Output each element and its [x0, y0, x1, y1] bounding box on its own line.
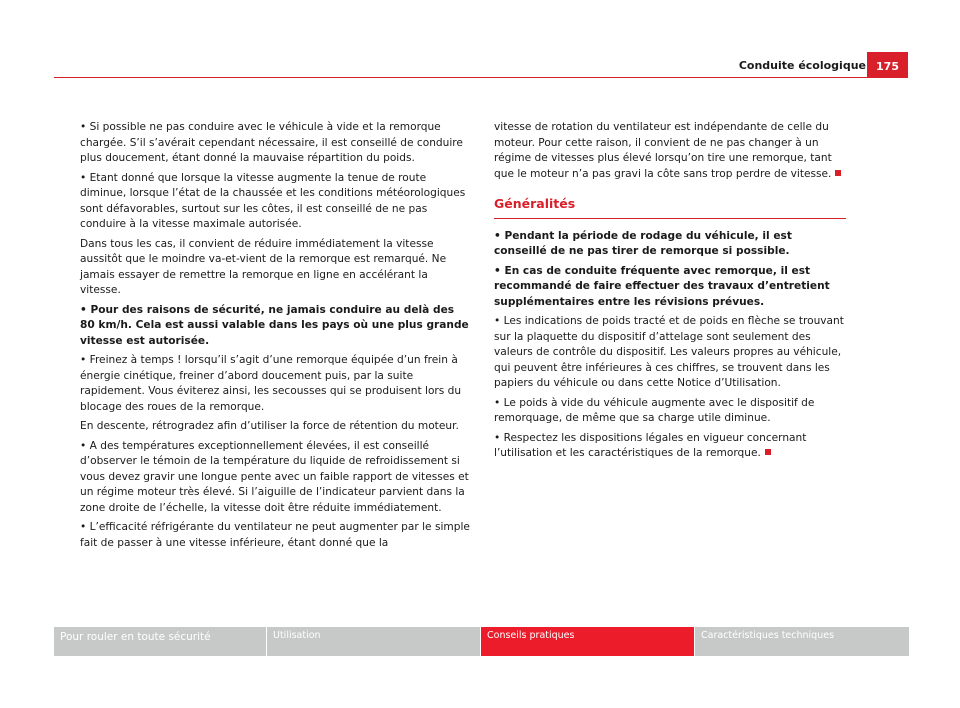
left-column [80, 120, 470, 555]
page-number: 175 [867, 52, 908, 78]
header-divider [54, 77, 908, 78]
footer-tab-caracteristiques[interactable]: Caractéristiques techniques [695, 627, 909, 656]
right-column [494, 120, 846, 466]
paragraph: • Si possible ne pas conduire avec le véhicule à vide et la remorque chargée. S’il s’avérait cependant nécessaire, il est conseillé de conduire plus doucement, étant donné la mauvaise répartition du poids. [80, 121, 463, 164]
paragraph: Dans tous les cas, il convient de réduire immédiatement la vitesse aussitôt que le moindre va-et-vient de la remorque est remarqué. Ne jamais essayer de remettre la remorque en ligne en accélérant la vitesse. [80, 237, 447, 296]
paragraph: • A des températures exceptionnellement élevées, il est conseillé d’observer le témoin de la température du liquide de refroidissement si vous devez gravir une longue pente avec un faible rapport de vitesses et un régime moteur très élevé. Si l’aiguille de l’indicateur parvient dans la zone droite de l’échelle, la vitesse doit être réduite immédiatement. [80, 439, 469, 514]
footer-tab-securite[interactable]: Pour rouler en toute sécurité [54, 627, 267, 656]
paragraph-text: • Respectez les dispositions légales en vigueur concernant l’utilisation et les caractéristiques de la remorque. [494, 431, 807, 459]
section-heading: Généralités [494, 196, 576, 211]
paragraph: • Les indications de poids tracté et de poids en flèche se trouvant sur la plaquette du dispositif d’attelage sont seulement des valeurs de contrôle du dispositif. Les valeurs propres au véhicule, qui peuvent être inférieures à ces chiffres, se trouvent dans les papiers du véhicule ou dans cette Notice d’Utilisation. [494, 315, 844, 389]
paragraph-continued [494, 120, 846, 182]
end-mark-icon [835, 170, 841, 176]
section-divider [494, 218, 846, 219]
paragraph: En descente, rétrogradez afin d’utiliser la force de rétention du moteur. [80, 420, 459, 432]
footer-tab-conseils[interactable]: Conseils pratiques [481, 627, 695, 656]
paragraph: • Etant donné que lorsque la vitesse augmente la tenue de route diminue, lorsque l’état de la chaussée et les conditions météorologiques sont défavorables, surtout sur les côtes, il est conseillé de ne pas conduire à la vitesse maximale autorisée. [80, 171, 466, 230]
footer-tab-utilisation[interactable]: Utilisation [267, 627, 481, 656]
header-title: Conduite écologique [738, 59, 866, 72]
paragraph: • L’efficacité réfrigérante du ventilateur ne peut augmenter par le simple fait de passer à une vitesse inférieure, étant donné que la [80, 521, 470, 549]
paragraph-bold: • En cas de conduite fréquente avec remorque, il est recommandé de faire effectuer des travaux d’entretient supplémentaires entre les révisions prévues. [494, 264, 830, 308]
footer-nav [54, 627, 909, 656]
paragraph-last [494, 431, 846, 462]
paragraph-bold: • Pendant la période de rodage du véhicule, il est conseillé de ne pas tirer de remorque si possible. [494, 229, 792, 257]
continuation-text: vitesse de rotation du ventilateur est indépendante de celle du moteur. Pour cette raison, il convient de ne pas changer à un régime de vitesses plus élevé lorsqu’on tire une remorque, tant que le moteur n’a pas gravi la côte sans trop perdre de vitesse. [494, 121, 832, 180]
paragraph: • Freinez à temps ! lorsqu’il s’agit d’une remorque équipée d’un frein à énergie cinétique, freiner d’abord doucement puis, par la suite rapidement. Vous éviterez ainsi, les secousses qui se produisent lors du blocage des roues de la remorque. [80, 354, 462, 413]
end-mark-icon [765, 449, 771, 455]
paragraph: • Le poids à vide du véhicule augmente avec le dispositif de remorquage, de même que sa charge utile diminue. [494, 396, 815, 424]
paragraph-bold: • Pour des raisons de sécurité, ne jamais conduire au delà des 80 km/h. Cela est aussi valable dans les pays où une plus grande vitesse est autorisée. [80, 303, 469, 347]
